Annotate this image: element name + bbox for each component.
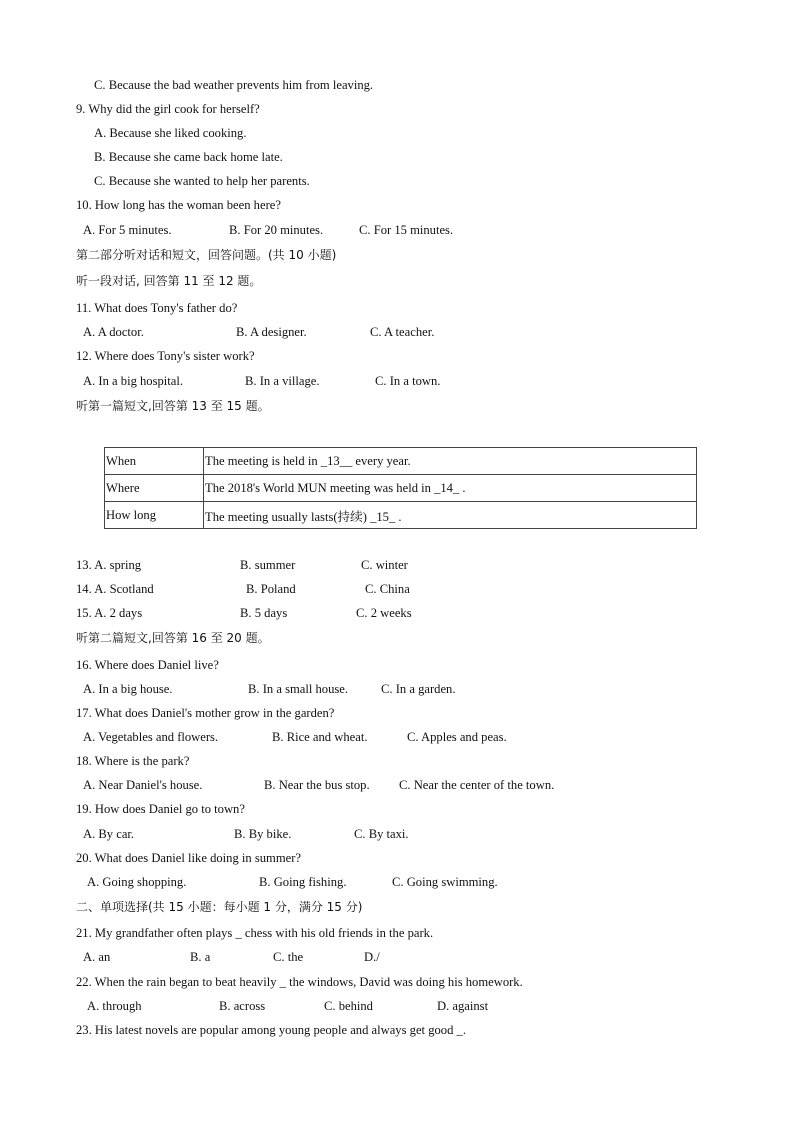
option-text: D./ [364, 950, 380, 964]
table-row [105, 475, 697, 502]
option-text: B. 5 days [240, 606, 288, 620]
line-text: 9. Why did the girl cook for herself? [76, 102, 260, 116]
line-text: 18. Where is the park? [76, 754, 190, 768]
option-text: C. 2 weeks [356, 606, 412, 620]
option-text: B. Going fishing. [259, 875, 347, 889]
option-text: B. In a small house. [248, 682, 349, 696]
option-text: C. the [273, 950, 304, 964]
option-text: C. Going swimming. [392, 875, 498, 889]
line-text: A. Vegetables and flowers. [83, 730, 219, 744]
option-text: D. against [437, 999, 489, 1013]
option-text: B. a [190, 950, 211, 964]
line-text: 11. What does Tony's father do? [76, 301, 238, 315]
option-text: C. In a garden. [381, 682, 456, 696]
option-text: B. A designer. [236, 325, 307, 339]
line-text: 21. My grandfather often plays _ chess with his old friends in the park. [76, 926, 434, 940]
line-text: 16. Where does Daniel live? [76, 658, 219, 672]
option-text: C. winter [361, 558, 408, 572]
line-text: 二、单项选择(共 15 小题：每小题 1 分，满分 15 分) [76, 900, 363, 914]
option-text: C. For 15 minutes. [359, 223, 454, 237]
option-text: C. In a town. [375, 374, 441, 388]
line-text: B. Because she came back home late. [94, 150, 283, 164]
line-text: 19. How does Daniel go to town? [76, 802, 245, 816]
option-text: B. across [219, 999, 266, 1013]
line-text: 20. What does Daniel like doing in summer? [76, 851, 302, 865]
line-text: 13. A. spring [76, 558, 142, 572]
option-text: B. Rice and wheat. [272, 730, 368, 744]
line-text: A. through [87, 999, 142, 1013]
line-text: C. Because the bad weather prevents him from leaving. [94, 78, 374, 92]
option-text: C. A teacher. [370, 325, 435, 339]
line-text: A. For 5 minutes. [83, 223, 172, 237]
line-text: A. In a big hospital. [83, 374, 184, 388]
line-text: A. an [83, 950, 111, 964]
option-text: B. By bike. [234, 827, 292, 841]
option-text: C. Near the center of the town. [399, 778, 555, 792]
line-text: 15. A. 2 days [76, 606, 143, 620]
option-text: B. For 20 minutes. [229, 223, 324, 237]
table-row [105, 448, 697, 475]
option-text: C. behind [324, 999, 373, 1013]
option-text: B. Poland [246, 582, 296, 596]
table-label: How long [105, 502, 204, 529]
line-text: 听第二篇短文,回答第 16 至 20 题。 [76, 631, 270, 645]
table-label: When [105, 448, 204, 475]
line-text: A. In a big house. [83, 682, 173, 696]
line-text: 23. His latest novels are popular among young people and always get good _. [76, 1023, 466, 1037]
line-text: 22. When the rain began to beat heavily _ the windows, David was doing his homework. [76, 975, 523, 989]
option-text: C. China [365, 582, 410, 596]
option-text: B. summer [240, 558, 296, 572]
line-text: 12. Where does Tony's sister work? [76, 349, 255, 363]
table-text: The meeting is held in _13__ every year. [204, 448, 697, 475]
option-text: B. Near the bus stop. [264, 778, 370, 792]
line-text: 听一段对话, 回答第 11 至 12 题。 [76, 274, 262, 288]
line-text: A. By car. [83, 827, 135, 841]
info-table [104, 447, 697, 529]
line-text: 第二部分听对话和短文，回答问题。(共 10 小题) [76, 248, 337, 262]
line-text: A. Near Daniel's house. [83, 778, 203, 792]
line-text: C. Because she wanted to help her parents. [94, 174, 310, 188]
line-text: A. Going shopping. [87, 875, 187, 889]
table-text: The meeting usually lasts(持续) _15_ . [204, 502, 697, 529]
line-text: 10. How long has the woman been here? [76, 198, 281, 212]
option-text: B. In a village. [245, 374, 320, 388]
line-text: 14. A. Scotland [76, 582, 154, 596]
table-row [105, 502, 697, 529]
table-text: The 2018's World MUN meeting was held in _14_ . [204, 475, 697, 502]
line-text: A. Because she liked cooking. [94, 126, 247, 140]
option-text: C. Apples and peas. [407, 730, 507, 744]
line-text: A. A doctor. [83, 325, 144, 339]
line-text: 听第一篇短文,回答第 13 至 15 题。 [76, 399, 270, 413]
option-text: C. By taxi. [354, 827, 409, 841]
table-label: Where [105, 475, 204, 502]
line-text: 17. What does Daniel's mother grow in the garden? [76, 706, 335, 720]
